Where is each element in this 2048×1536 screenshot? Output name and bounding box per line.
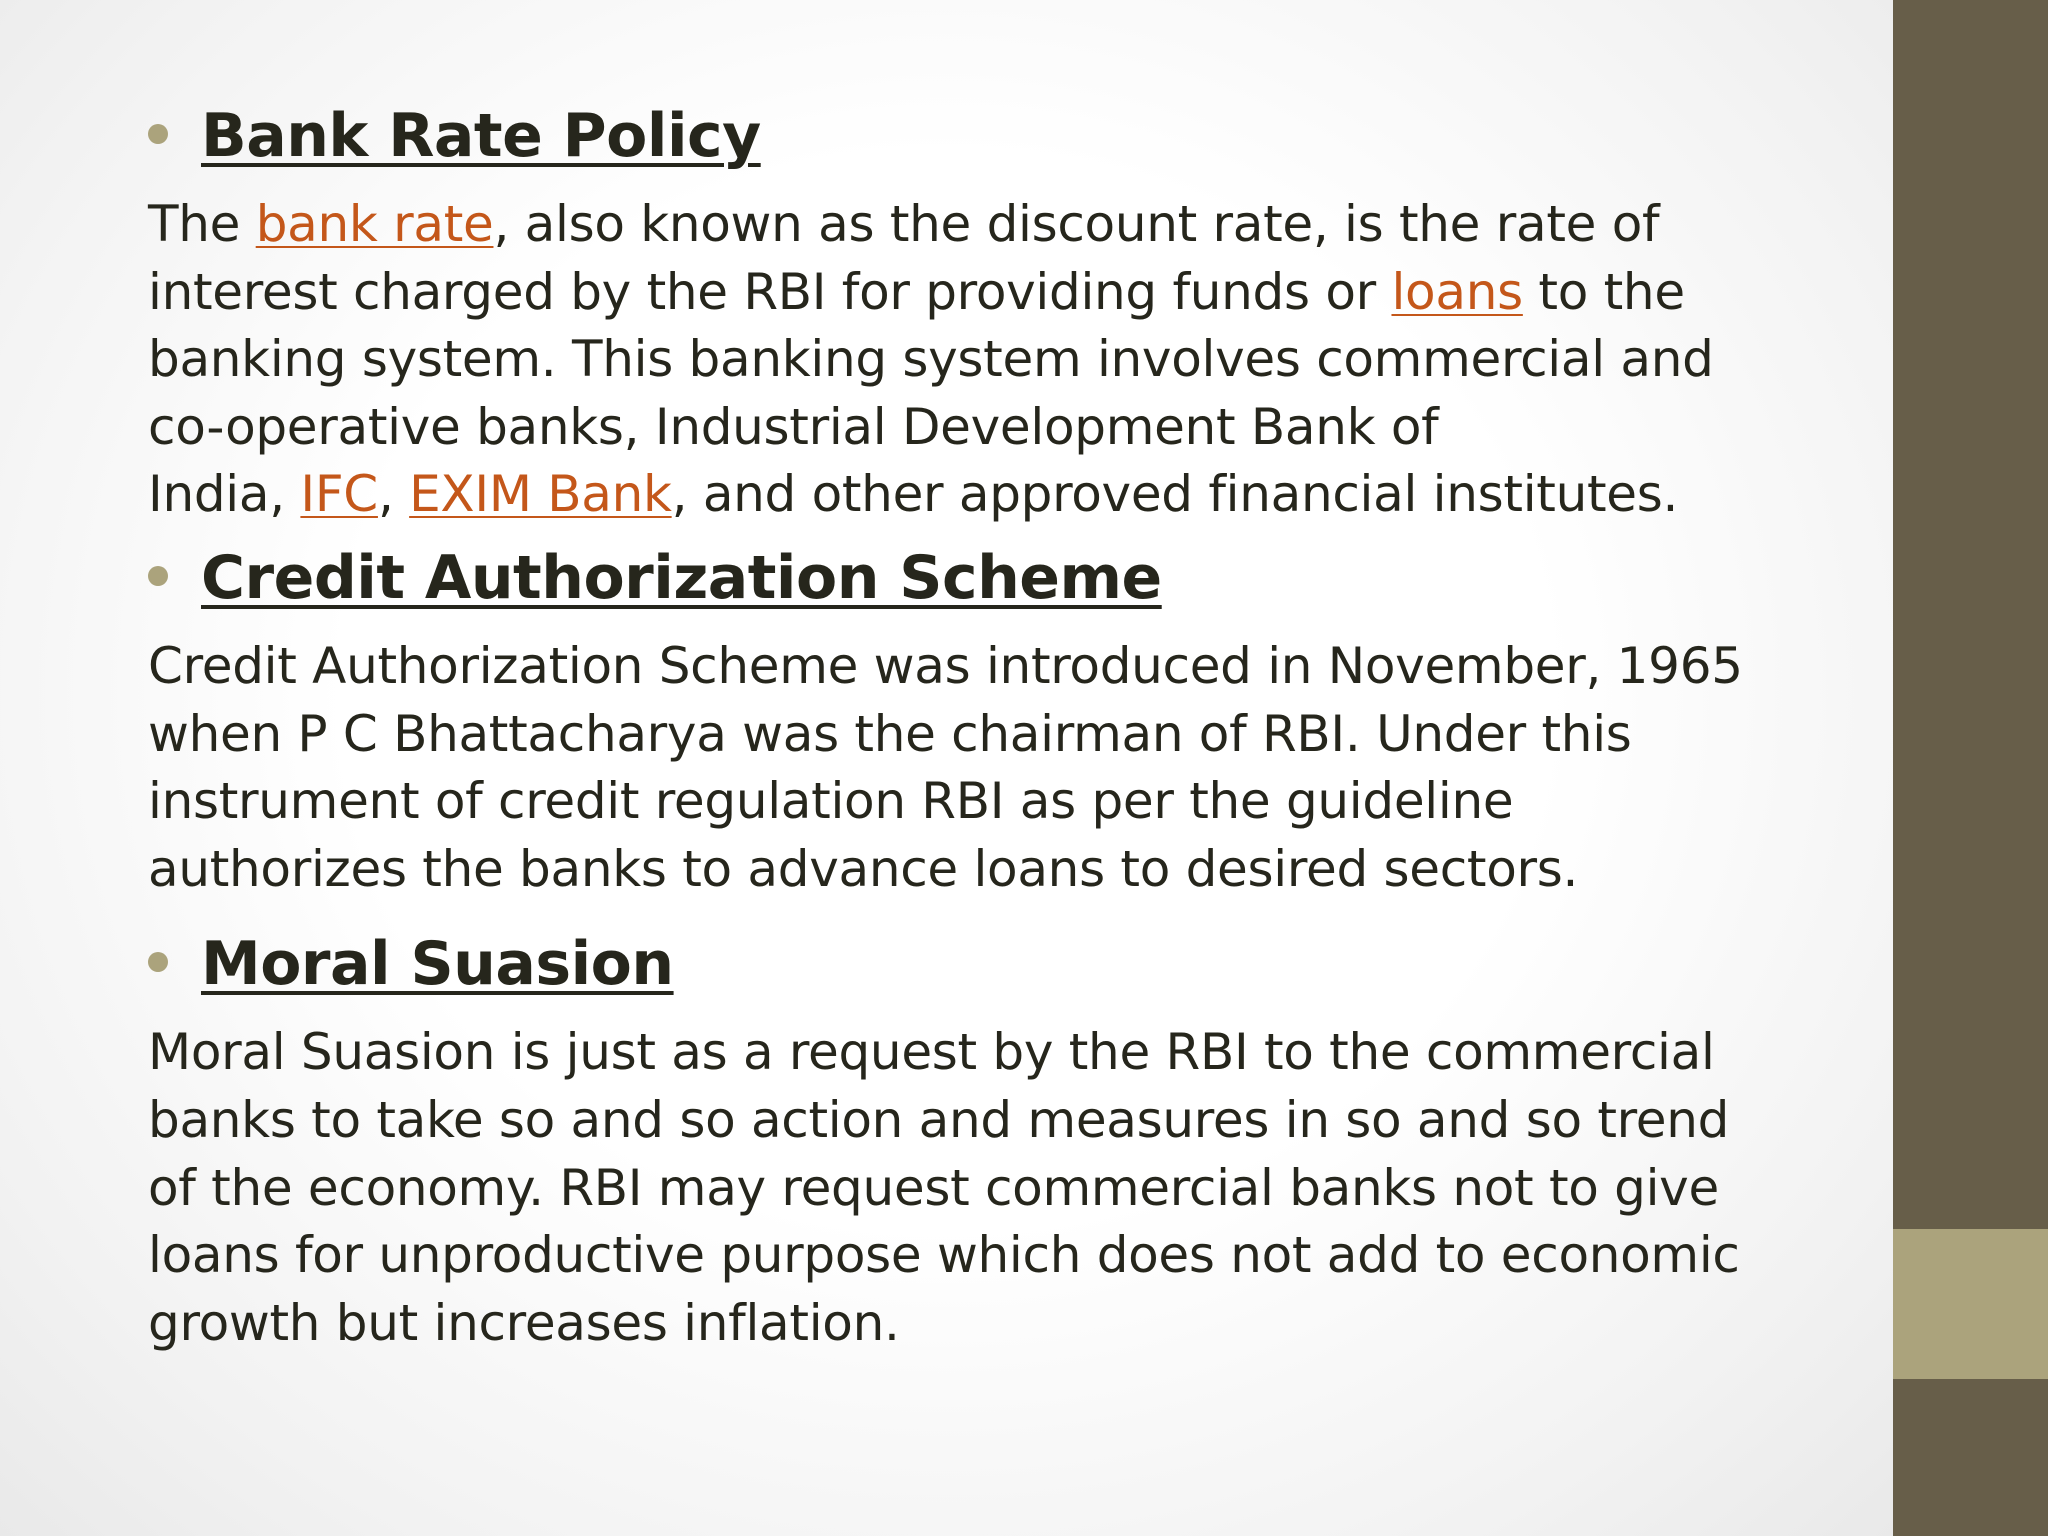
- text-line: banks to take so and so action and measures in so and so trend: [148, 1090, 1730, 1149]
- text-line: Moral Suasion is just as a request by the RBI to the commercial: [148, 1023, 1715, 1082]
- text-span: ,: [377, 465, 410, 524]
- section-heading-credit-authorization-scheme: [148, 537, 1868, 619]
- link-exim-bank[interactable]: EXIM Bank: [409, 465, 672, 524]
- bullet-icon: [148, 566, 168, 586]
- text-span: , and other approved financial institutes.: [671, 465, 1679, 524]
- text-line: co-operative banks, Industrial Development Bank of: [148, 397, 1439, 456]
- text-line: authorizes the banks to advance loans to desired sectors.: [148, 839, 1579, 898]
- text-span: interest charged by the RBI for providing funds or: [148, 262, 1392, 321]
- text-line: when P C Bhattacharya was the chairman of RBI. Under this: [148, 704, 1632, 763]
- text-span: to the: [1522, 262, 1685, 321]
- bullet-icon: [148, 952, 168, 972]
- text-line: [148, 259, 1868, 327]
- text-span: India,: [148, 465, 301, 524]
- paragraph-credit-authorization-scheme: [148, 633, 1868, 903]
- text-span: The: [148, 195, 256, 253]
- text-line: Credit Authorization Scheme was introduced in November, 1965: [148, 636, 1743, 695]
- heading-text: Credit Authorization Scheme: [201, 542, 1162, 613]
- paragraph-moral-suasion: [148, 1019, 1868, 1357]
- link-ifc[interactable]: IFC: [300, 465, 378, 524]
- text-line: of the economy. RBI may request commercial banks not to give: [148, 1158, 1719, 1217]
- heading-text: Bank Rate Policy: [201, 101, 761, 171]
- text-line: growth but increases inflation.: [148, 1293, 900, 1352]
- text-line: instrument of credit regulation RBI as per the guideline: [148, 772, 1514, 831]
- link-loans[interactable]: loans: [1391, 262, 1523, 321]
- paragraph-bank-rate-policy: [148, 191, 1868, 529]
- heading-text: Moral Suasion: [201, 929, 674, 1000]
- slide-content: [148, 95, 1868, 1357]
- text-line: banking system. This banking system involves commercial and: [148, 330, 1714, 389]
- section-heading-moral-suasion: [148, 923, 1868, 1005]
- text-span: , also known as the discount rate, is the rate of: [493, 195, 1660, 253]
- sidebar-accent-block: [1893, 1229, 2048, 1379]
- text-line: [148, 461, 1868, 529]
- sidebar-decoration: [1893, 0, 2048, 1536]
- text-line: loans for unproductive purpose which does not add to economic: [148, 1226, 1740, 1285]
- link-bank-rate[interactable]: bank rate: [255, 195, 494, 253]
- section-heading-bank-rate-policy: [148, 95, 1868, 177]
- text-line: [148, 191, 1868, 259]
- bullet-icon: [148, 124, 168, 144]
